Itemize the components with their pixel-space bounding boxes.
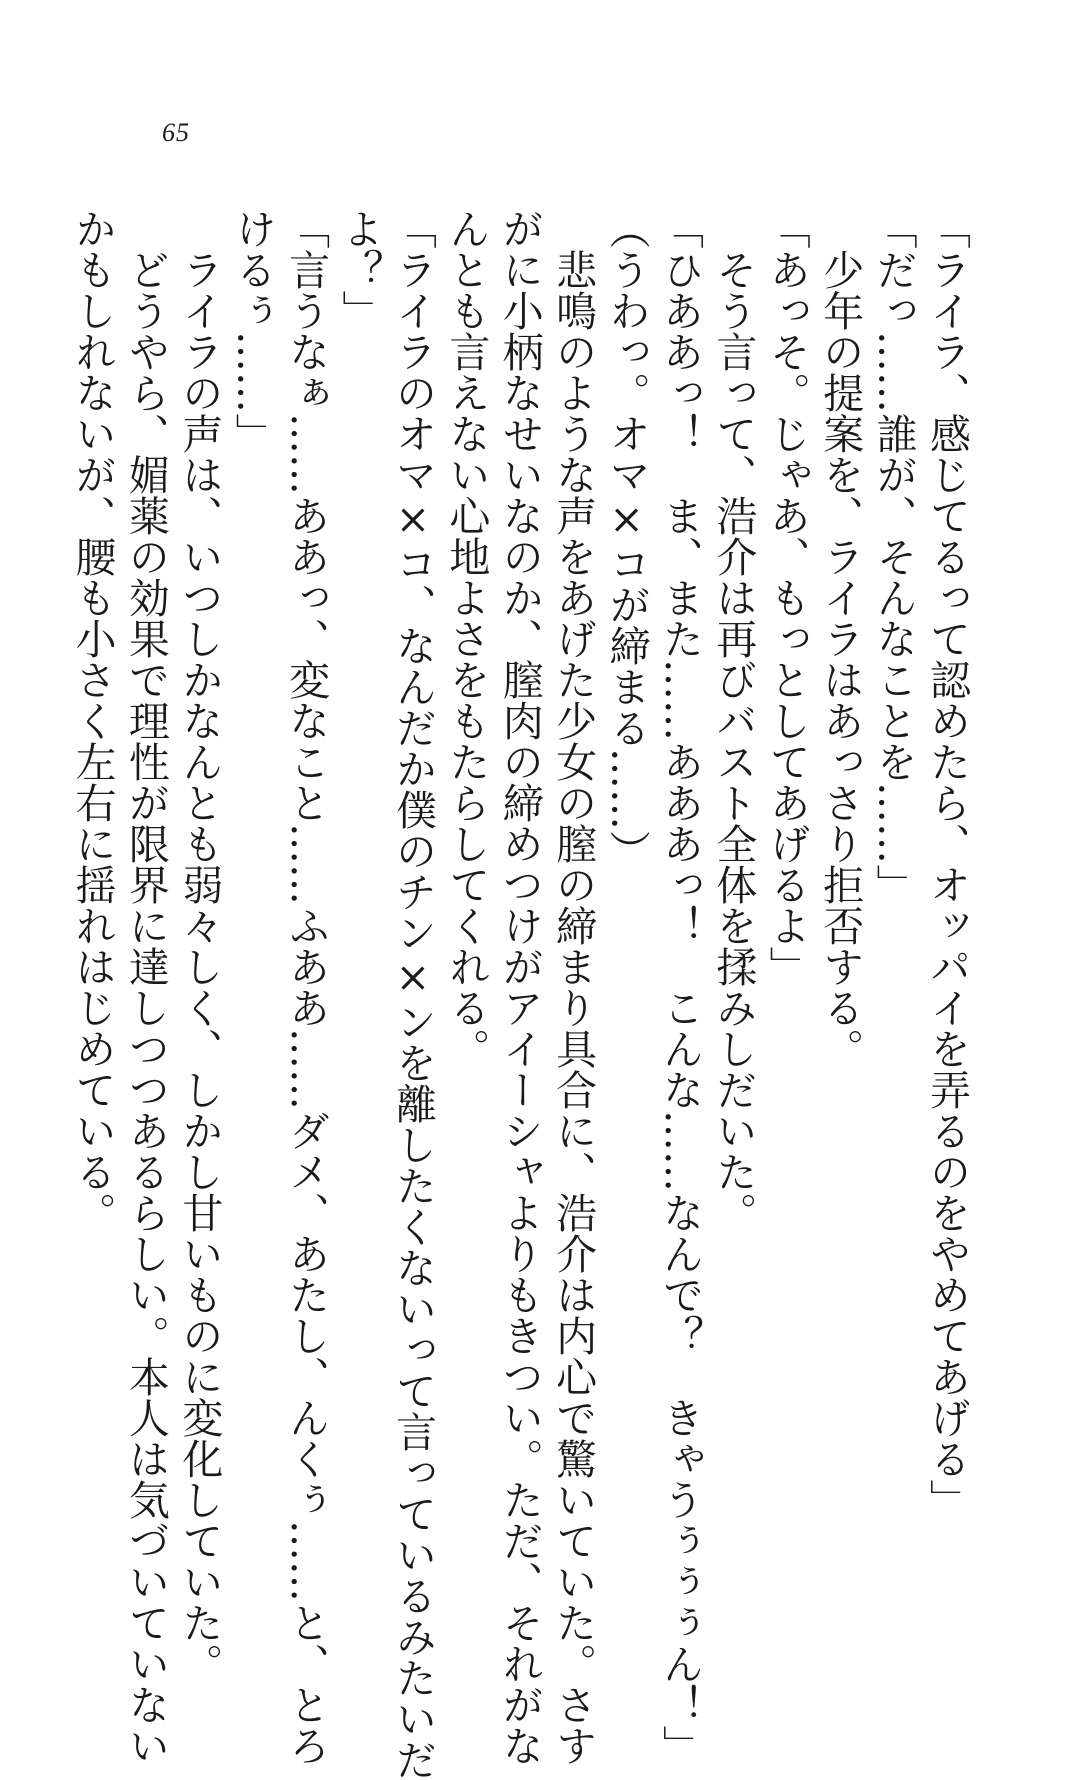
text-line: んとも言えない心地よさをもたらしてくれる。 xyxy=(442,208,491,1069)
text-line: どうやら、媚薬の効果で理性が限界に達しつつあるらしい。本人は気づいていない xyxy=(121,208,170,1766)
text-line: 悲鳴のような声をあげた少女の膣の締まり具合に、浩介は内心で驚いていた。さす xyxy=(549,208,598,1766)
text-line: 少年の提案を、ライラはあっさり拒否する。 xyxy=(816,208,865,1069)
text-line: けるぅ……」 xyxy=(228,208,277,454)
page-number: 65 xyxy=(162,118,190,147)
text-line: よ？」 xyxy=(335,208,384,331)
text-line: 「ライラ、感じてるって認めたら、オッパイを弄るのをやめてあげる」 xyxy=(923,208,971,1520)
text-line: 「言うなぁ……ああっ、変なこと……ふああ……ダメ、あたし、んくぅ……と、とろ xyxy=(282,208,331,1766)
text-line: ライラの声は、いつしかなんとも弱々しく、しかし甘いものに変化していた。 xyxy=(175,208,224,1684)
text-line: （うわっ。オマ×コが締まる……） xyxy=(602,208,651,871)
text-line: がに小柄なせいなのか、膣肉の締めつけがアイーシャよりもきつい。ただ、それがな xyxy=(495,208,544,1766)
body-text xyxy=(68,208,973,1780)
text-line: 「あっそ。じゃあ、もっとしてあげるよ」 xyxy=(762,208,811,987)
text-line: かもしれないが、腰も小さく左右に揺れはじめている。 xyxy=(68,208,117,1233)
text-line: そう言って、浩介は再びバスト全体を揉みしだいた。 xyxy=(709,208,758,1233)
text-line: 「だっ……誰が、そんなことを……」 xyxy=(869,208,918,905)
text-line: 「ひああっ！ ま、また……あああっ！ こんな……なんで？ きゃうぅぅぅん！」 xyxy=(655,208,704,1766)
text-line: 「ライラのオマ×コ、なんだか僕のチン×ンを離したくないって言っているみたいだ xyxy=(388,208,437,1780)
